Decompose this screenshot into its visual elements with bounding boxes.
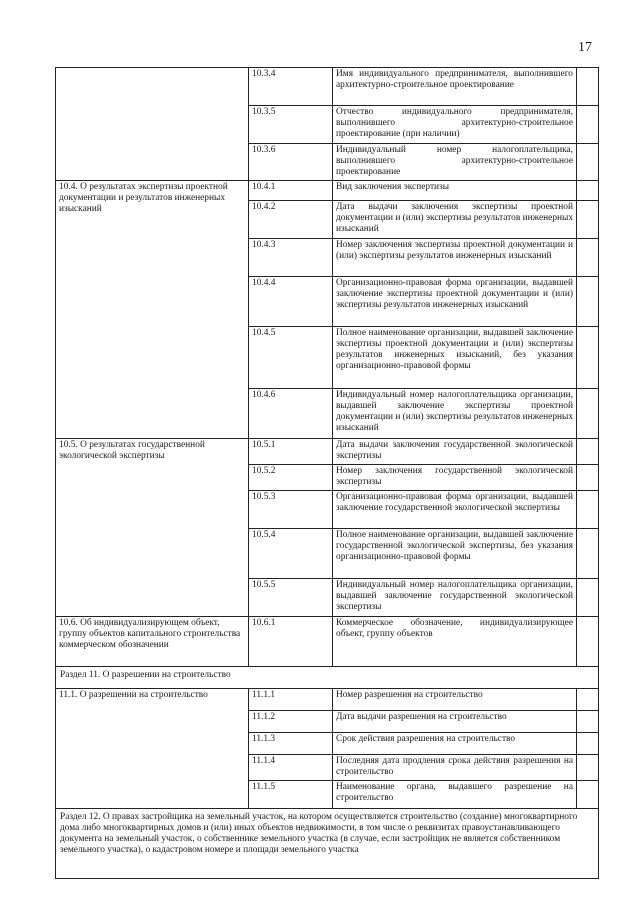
item-code: 11.1.4 [249,755,333,781]
value-cell [577,327,599,389]
item-description: Номер заключения государственной экологической экспертизы [333,465,577,491]
item-code: 10.4.5 [249,327,333,389]
item-code: 10.5.1 [249,439,333,465]
value-cell [577,733,599,755]
item-code: 10.4.1 [249,181,333,201]
value-cell [577,144,599,181]
group-label: 10.6. Об индивидуализирующем объект, группу объектов капитального строительства коммерческом обозначении [56,617,249,667]
item-description: Номер заключения экспертизы проектной документации и (или) экспертизы результатов инженерных изысканий [333,239,577,277]
item-description: Организационно-правовая форма организации, выдавшей заключение экспертизы проектной документации и (или) экспертизы результатов инженерных изысканий [333,277,577,327]
item-code: 10.5.4 [249,529,333,579]
value-cell [577,711,599,733]
item-description: Срок действия разрешения на строительство [333,733,577,755]
table-row [56,181,599,201]
table-row [56,68,599,106]
value-cell [577,277,599,327]
value-cell [577,181,599,201]
value-cell [577,239,599,277]
value-cell [577,201,599,239]
item-code: 11.1.5 [249,781,333,809]
group-label: 10.4. О результатах экспертизы проектной документации и результатов инженерных изысканий [56,181,249,439]
item-description: Индивидуальный номер налогоплательщика, выполнившего архитектурно-строительное проектирование [333,144,577,181]
value-cell [577,689,599,711]
value-cell [577,529,599,579]
item-code: 10.6.1 [249,617,333,667]
value-cell [577,465,599,491]
value-cell [577,617,599,667]
item-description: Вид заключения экспертизы [333,181,577,201]
table-row [56,689,599,711]
value-cell [577,491,599,529]
value-cell [577,579,599,617]
table-row [56,439,599,465]
item-code: 10.4.6 [249,389,333,439]
group-label: 11.1. О разрешении на строительство [56,689,249,809]
item-code: 11.1.2 [249,711,333,733]
item-description: Имя индивидуального предпринимателя, выполнившего архитектурно-строительное проектирование [333,68,577,106]
group-label [56,68,249,181]
value-cell [577,106,599,144]
page-number: 17 [578,40,592,55]
value-cell [577,389,599,439]
item-code: 10.5.2 [249,465,333,491]
item-description: Последняя дата продления срока действия разрешения на строительство [333,755,577,781]
value-cell [577,781,599,809]
section-heading: Раздел 12. О правах застройщика на земельный участок, на котором осуществляется строительство (создание) многоквартирного дома либо многоквартирных домов и (или) иных объектов недвижимости, в том числе о реквизитах правоустанавливающего документа на земельный участок, о собственнике земельного участка (в случае, если застройщик не является собственником земельного участка), о кадастровом номере и площади земельного участка [56,809,599,879]
section-heading: Раздел 11. О разрешении на строительство [56,667,599,689]
item-code: 10.4.4 [249,277,333,327]
value-cell [577,68,599,106]
item-description: Индивидуальный номер налогоплательщика организации, выдавшей заключение государственной экологической экспертизы [333,579,577,617]
item-description: Наименование органа, выдавшего разрешение на строительство [333,781,577,809]
item-code: 10.5.3 [249,491,333,529]
item-code: 11.1.1 [249,689,333,711]
section-row [56,667,599,689]
document-table [55,67,599,879]
table-row [56,617,599,667]
item-description: Организационно-правовая форма организации, выдавшей заключение государственной экологической экспертизы [333,491,577,529]
item-code: 10.3.6 [249,144,333,181]
section-row [56,809,599,879]
item-description: Полное наименование организации, выдавшей заключение государственной экологической экспертизы, без указания организационно-правовой формы [333,529,577,579]
item-description: Дата выдачи разрешения на строительство [333,711,577,733]
item-code: 10.3.4 [249,68,333,106]
group-label: 10.5. О результатах государственной экологической экспертизы [56,439,249,617]
item-description: Индивидуальный номер налогоплательщика организации, выдавшей заключение экспертизы проектной документации и (или) экспертизы результатов инженерных изысканий [333,389,577,439]
item-code: 10.4.3 [249,239,333,277]
item-description: Номер разрешения на строительство [333,689,577,711]
item-description: Коммерческое обозначение, индивидуализирующее объект, группу объектов [333,617,577,667]
item-description: Отчество индивидуального предпринимателя, выполнившего архитектурно-строительное проектирование (при наличии) [333,106,577,144]
item-code: 10.5.5 [249,579,333,617]
value-cell [577,439,599,465]
item-code: 10.3.5 [249,106,333,144]
item-description: Полное наименование организации, выдавшей заключение экспертизы проектной документации и (или) экспертизы результатов инженерных изысканий, без указания организационно-правовой формы [333,327,577,389]
item-code: 10.4.2 [249,201,333,239]
value-cell [577,755,599,781]
item-code: 11.1.3 [249,733,333,755]
item-description: Дата выдачи заключения государственной экологической экспертизы [333,439,577,465]
item-description: Дата выдачи заключения экспертизы проектной документации и (или) экспертизы результатов инженерных изысканий [333,201,577,239]
